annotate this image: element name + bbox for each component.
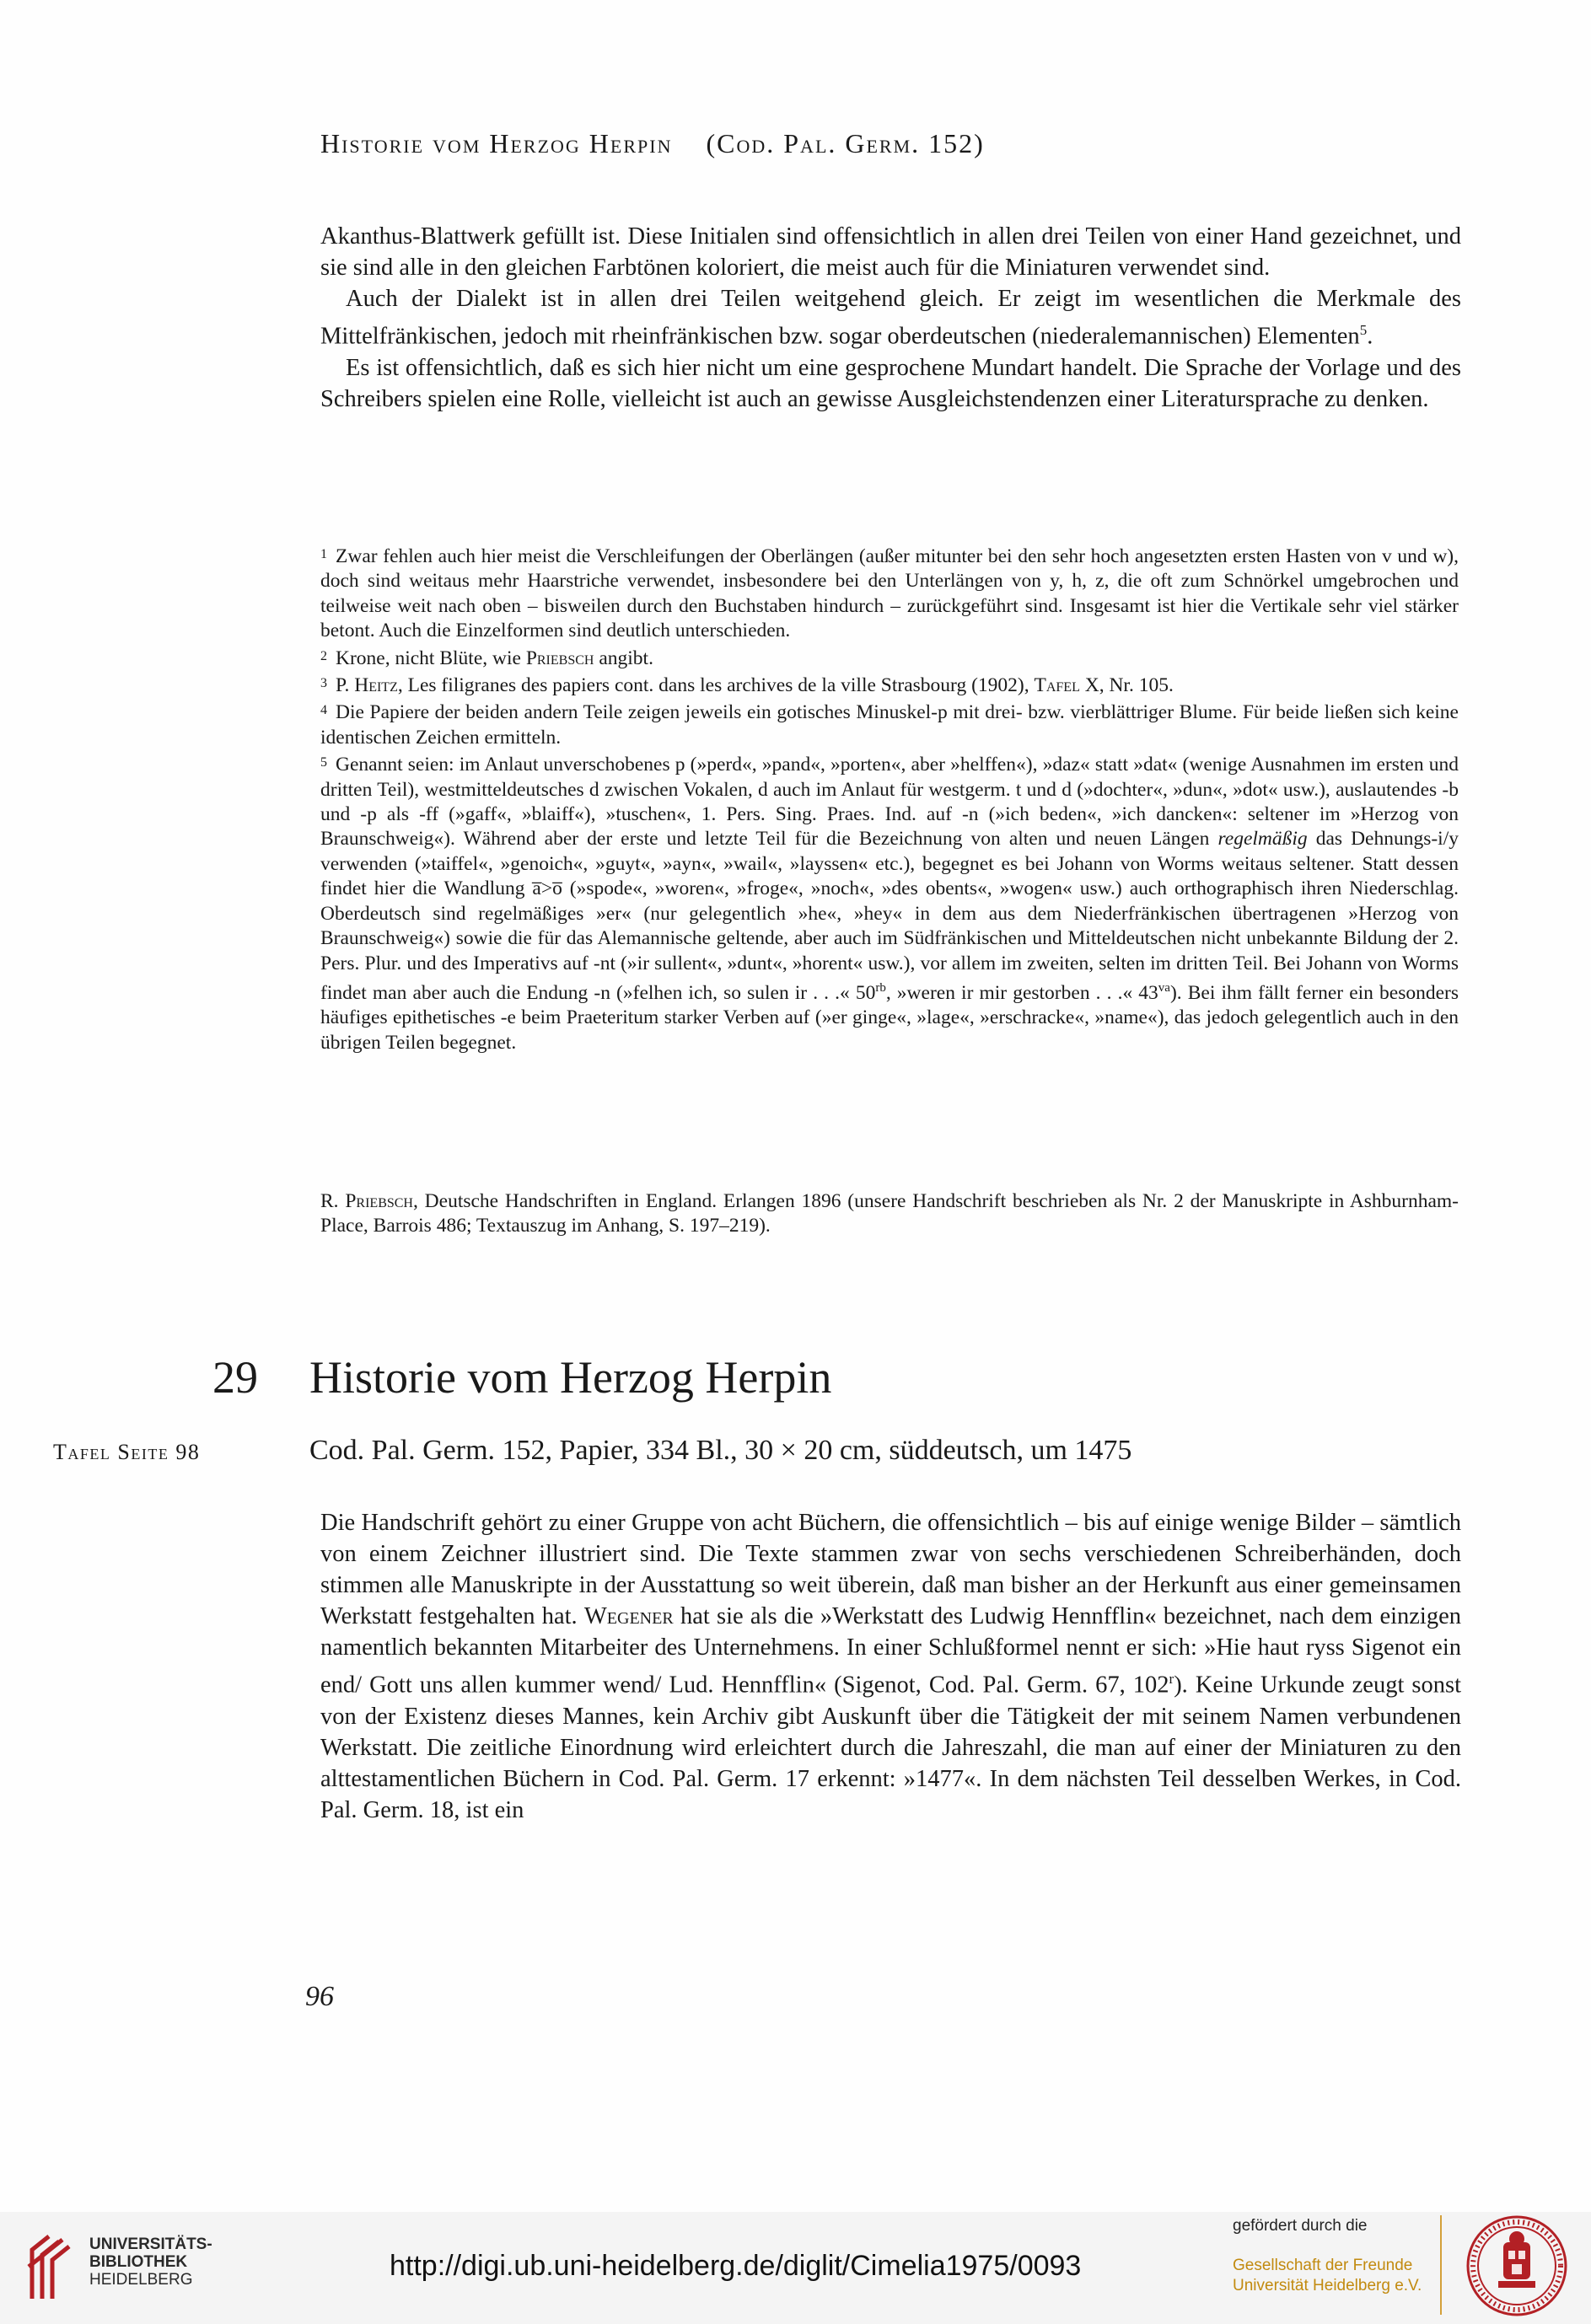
permalink-url[interactable]: http://digi.ub.uni-heidelberg.de/diglit/Cimelia1975/0093 xyxy=(390,2250,1082,2282)
entry-title: Historie vom Herzog Herpin xyxy=(309,1352,832,1403)
running-head-codex: (Cod. Pal. Germ. 152) xyxy=(706,128,985,158)
funded-by-label: gefördert durch die xyxy=(1233,2217,1368,2235)
ub-logo-icon[interactable] xyxy=(24,2225,79,2302)
running-head xyxy=(320,128,1450,159)
literature-author: R. Priebsch xyxy=(320,1190,413,1212)
footnote-ref[interactable]: 5 xyxy=(1359,322,1368,338)
running-head-title: Historie vom Herzog Herpin xyxy=(320,128,673,158)
intro-paragraph: Es ist offensichtlich, daß es sich hier nicht um eine gesprochene Mundart handelt. Die Sprache der Vorlage und des Schreibers spielen eine Rolle, vielleicht ist auch an gewisse Ausgleichstendenzen einer Literatursprache zu denken. xyxy=(320,354,1461,412)
university-seal-icon[interactable] xyxy=(1465,2214,1569,2318)
intro-paragraph: Akanthus-Blattwerk gefüllt ist. Diese Initialen sind offensichtlich in allen drei Teilen von einer Hand gezeichnet, und sie sind alle in den gleichen Farbtönen koloriert, die meist auch für die Miniaturen verwendet sind. xyxy=(320,223,1461,281)
shelfmark: Cod. Pal. Germ. 152, Papier, 334 Bl., 30 × 20 cm, süddeutsch, um 1475 xyxy=(309,1435,1132,1466)
society-name: Gesellschaft der Freunde Universität Heidelberg e.V. xyxy=(1233,2257,1422,2294)
plate-reference: Tafel Seite 98 xyxy=(53,1440,201,1464)
footnote-1: $^1$ Zwar fehlen auch hier meist die Verschleifungen der Oberlängen (außer mitunter bei den sehr hoch angesetzten ersten Hasten von v und w), doch sind weitaus mehr Haarstriche verwendet, insbesondere bei den Unterlängen von y, h, z, die oft zum Schnörkel umgebrochen und teilweise weit nach oben – bisweilen durch den Buchstaben hindurch – zurückgeführt sind. Insgesamt ist hier die Vertikale sehr viel stärker betont. Auch die Einzelformen sind deutlich unterschieden. xyxy=(320,545,1459,642)
footnote-5: $^5$ Genannt seien: im Anlaut unverschobenes p (»perd«, »pand«, »porten«, aber »helffen«), »daz« statt »dat« (wenige Ausnahmen im ersten und dritten Teil), westmitteldeutsches d zwischen Vokalen, d auch im Anlaut für westgerm. t und d (»dochter«, »dun«, »dot« usw.), auslautendes -b und -p als -ff (»gaff«, »blaiff«), »tuschen«, 1. Pers. Sing. Praes. Ind. auf -n (»ich beden«, »ich dancken«: seltener im »Herzog von Braunschweig«). Während aber der erste und letzte Teil für die Bezeichnung von alten und neuen Längen regelmäßig das Dehnungs-i/y verwenden (»taiffel«, »genoich«, »guyt«, »ayn«, »wail«, »layssen« etc.), begegnet es bei Johann von Worms weitaus seltener. Statt dessen findet hier die Wandlung a̅>o̅ (»spode«, »woren«, »froge«, »noch«, »des obents«, »wogen« usw.) auch orthographisch ihren Niederschlag. Oberdeutsch sind regelmäßiges »er« (nur gelegentlich »he«, »hey« in dem aus dem Niederfränkischen übertragenen »Herzog von Braunschweig«) sowie die für das Alemannische geltende, aber auch im Südfränkischen und Mitteldeutschen nicht unbekannte Bildung der 2. Pers. Plur. und des Imperativs auf -nt (»ir sullent«, »dunt«, »horent« usw.), vor allem im zweiten, selten im dritten Teil. Bei Johann von Worms findet man aber auch die Endung -n (»felhen ich, so sulen ir . . .« $50^{rb}$, »weren ir mir gestorben . . .« $43^{va}$). Bei ihm fällt ferner ein besonders häufiges epithetisches -e beim Praeteritum starker Verben auf (»er ginge«, »lage«, »erschracke«, »name«), das jedoch gelegentlich auch in den übrigen Teilen begegnet. xyxy=(320,754,1459,1054)
library-name: UNIVERSITÄTS- BIBLIOTHEK HEIDELBERG xyxy=(89,2235,212,2289)
footnote-4: $^4$ Die Papiere der beiden andern Teile zeigen jeweils ein gotisches Minuskel-p mit drei- bzw. vierblättriger Blume. Für beide ließen sich keine identischen Zeichen ermitteln. xyxy=(320,701,1459,749)
literature-note: R. Priebsch, Deutsche Handschriften in England. Erlangen 1896 (unsere Handschrift beschrieben als Nr. 2 der Manuskripte in Ashburnham-Place, Barrois 486; Textauszug im Anhang, S. 197–219). xyxy=(320,1190,1459,1237)
page-number: 96 xyxy=(305,1981,334,2012)
footnote-3: $^3$ P. Heitz, Les filigranes des papiers cont. dans les archives de la ville Strasbourg (1902), Tafel X, Nr. 105. xyxy=(320,674,1174,697)
body-paragraph: Die Handschrift gehört zu einer Gruppe von acht Büchern, die offensichtlich – bis auf einige wenige Bilder – sämtlich von einem Zeichner illustriert sind. Die Texte stammen zwar von sechs verschiedenen Schreiberhänden, doch stimmen alle Manuskripte in der Ausstattung so weit überein, daß man bisher an der Herkunft aus einer gemeinsamen Werkstatt festgehalten hat. Wegener hat sie als die »Werkstatt des Ludwig Hennfflin« bezeichnet, nach dem einzigen namentlich bekannten Mitarbeiter des Unternehmens. In einer Schlußformel nennt er sich: »Hie haut ryss Sigenot ein end/ Gott uns allen kummer wend/ Lud. Hennfflin« (Sigenot, Cod. Pal. Germ. 67, 102$^r$). Keine Urkunde zeugt sonst von der Existenz dieses Mannes, kein Archiv gibt Auskunft über die Tätigkeit der mit seinem Namen verbundenen Werkstatt. Die zeitliche Einordnung wird erleichtert durch die Jahreszahl, die man auf einer der Miniaturen zu den alttestamentlichen Büchern in Cod. Pal. Germ. 17 erkennt: »1477«. In dem nächsten Teil desselben Werkes, in Cod. Pal. Germ. 18, ist ein xyxy=(320,1510,1461,1823)
footer-divider xyxy=(1440,2215,1442,2315)
intro-text xyxy=(320,221,1461,415)
footnote-2: $^2$ Krone, nicht Blüte, wie Priebsch angibt. xyxy=(320,647,653,669)
entry-number: 29 xyxy=(212,1352,258,1403)
footnotes xyxy=(320,542,1459,1055)
entry-body xyxy=(320,1507,1461,1826)
intro-paragraph: Auch der Dialekt ist in allen drei Teilen weitgehend gleich. Er zeigt im wesentlichen die Merkmale des Mittelfränkischen, jedoch mit rheinfränkischen bzw. sogar oberdeutschen (niederalemannischen) Elementen$^5$. xyxy=(320,286,1461,350)
